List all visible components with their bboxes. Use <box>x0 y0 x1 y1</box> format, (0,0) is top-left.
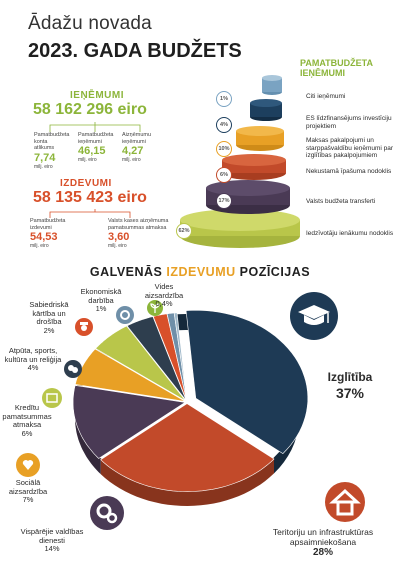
pyramid-label-5: Valsts budžeta transferti <box>306 198 376 205</box>
pie-label-4-name: Sociālā aizsardzība <box>8 478 48 496</box>
pie-label-7 <box>24 301 74 335</box>
pie-label-9-name: Vides aizsardzība <box>144 282 184 300</box>
pyramid-label-6: Iedzīvotāju ienākumu nodoklis <box>306 230 394 237</box>
title-line2: 2023. GADA BUDŽETS <box>28 40 242 62</box>
pie-label-2 <box>250 528 396 559</box>
pie-label-1 <box>312 370 388 402</box>
pyramid-label-2: ES līdzfinansējums investīciju projektiem <box>306 115 392 130</box>
expenses-item-2-label: Valsts kases aizņēmuma pamatsummas atmaksa <box>108 218 169 231</box>
pyramid-pct-6: 62% <box>176 223 192 239</box>
expenses-heading: IZDEVUMI <box>60 178 112 189</box>
house-icon <box>325 482 365 522</box>
pie-label-4-pct: 7% <box>22 495 34 504</box>
title-line1: Ādažu novada <box>28 13 152 34</box>
pie-label-1-pct: 37% <box>335 385 365 401</box>
pyramid-pct-5: 17% <box>216 193 232 209</box>
expenses-item-1-label: Pamatbudžeta izdevumi <box>30 218 66 231</box>
income-item-2-value: 46,15 <box>78 145 106 157</box>
police-icon <box>75 318 93 336</box>
pie-label-6 <box>4 347 62 373</box>
positions-heading-c: POZĪCIJAS <box>235 265 311 279</box>
pie-label-5 <box>2 404 52 438</box>
pyramid-label-4: Nekustamā īpašuma nodoklis <box>306 168 392 175</box>
expenses-item-1-unit: milj. eiro <box>30 243 49 249</box>
pie-label-2-pct: 28% <box>312 547 333 558</box>
income-item-3-unit: milj. eiro <box>122 157 141 163</box>
pie-label-5-pct: 6% <box>21 428 33 438</box>
income-heading: IEŅĒMUMI <box>70 90 124 101</box>
pie-label-3-name: Vispārējie valdības dienesti <box>20 527 84 545</box>
pie-label-6-pct: 4% <box>27 363 39 372</box>
income-item-2 <box>78 132 113 163</box>
income-item-3-label: Aizņēmumu ieņēmumi <box>122 132 152 145</box>
pie-label-3 <box>10 528 94 554</box>
pie-label-8 <box>78 288 124 314</box>
pyramid-label-1: Citi ieņēmumi <box>306 93 346 100</box>
pie-label-2-name: Teritoriju un infrastruktūras apsaimniekošana <box>272 527 374 547</box>
expenses-item-2 <box>108 218 170 249</box>
gears-icon <box>90 496 124 530</box>
income-item-3 <box>122 132 157 163</box>
pyramid-graphic <box>178 70 303 255</box>
pie-label-9-pct: 0,4% <box>155 299 173 308</box>
income-item-1 <box>34 132 69 170</box>
pyramid-label-3: Maksas pakalpojumi un starppašvaldību ieņēmumi par izglītības pakalpojumiem <box>306 137 394 159</box>
pyramid-pct-1: 1% <box>216 91 232 107</box>
pyramid-heading-line1: PAMATBUDŽETA <box>300 58 373 68</box>
positions-heading-b: IZDEVUMU <box>166 265 236 279</box>
pyramid-heading <box>300 58 373 78</box>
pyramid-pct-4: 6% <box>216 167 232 183</box>
income-item-1-value: 7,74 <box>34 151 56 164</box>
pyramid-heading-line2: IEŅĒMUMI <box>300 68 345 78</box>
pie-label-7-name: Sabiedriskā kārtība un drošība <box>29 300 69 326</box>
positions-heading-a: GALVENĀS <box>89 265 167 279</box>
expenses-total: 58 135 423 eiro <box>33 189 147 206</box>
income-item-2-label: Pamatbudžeta ieņēmumi <box>78 132 114 145</box>
expenses-item-1 <box>30 218 75 249</box>
expenses-item-1-value: 54,53 <box>30 231 58 243</box>
positions-heading <box>0 265 400 279</box>
income-total: 58 162 296 eiro <box>33 101 147 118</box>
masks-icon <box>64 360 82 378</box>
graduation-cap-icon <box>290 292 338 340</box>
pie-label-3-pct: 14% <box>44 544 60 553</box>
pyramid-pct-3: 10% <box>216 141 232 157</box>
pie-label-1-name: Izglītība <box>327 370 373 384</box>
pie-label-8-name: Ekonomiskā darbība <box>80 287 122 305</box>
pie-label-9 <box>144 283 184 309</box>
pie-label-6-name: Atpūta, sports, kultūra un reliģija <box>4 346 62 364</box>
expenses-item-2-value: 3,60 <box>108 231 130 243</box>
heart-hand-icon <box>16 453 40 477</box>
income-item-1-unit: milj. eiro <box>34 163 53 170</box>
pie-label-5-name: Kredītu pamatsummas atmaksa <box>2 403 52 429</box>
income-item-3-value: 4,27 <box>122 145 144 157</box>
pyramid-pct-2: 4% <box>216 117 232 133</box>
expenses-item-2-unit: milj. eiro <box>108 243 127 249</box>
pie-label-4 <box>0 479 56 505</box>
pie-label-8-pct: 1% <box>95 304 107 313</box>
income-item-1-label: Pamatbudžeta konta atlikums <box>34 132 70 151</box>
income-item-2-unit: milj. eiro <box>78 157 97 163</box>
pie-label-7-pct: 2% <box>43 325 55 335</box>
